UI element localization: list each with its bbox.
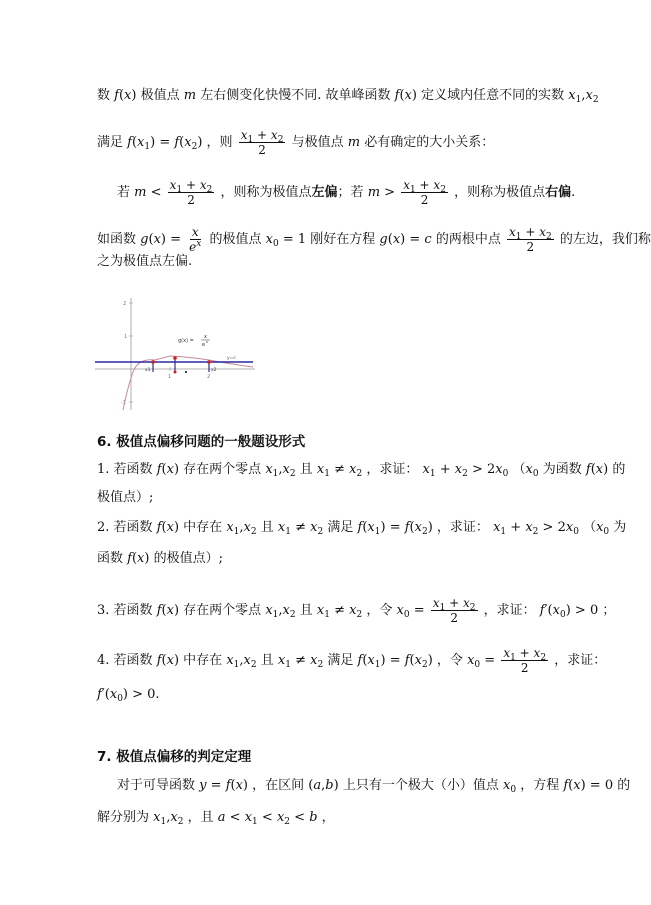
- fraction: $\frac{x_1 + x_2}{2}$: [403, 178, 446, 207]
- text: 若: [117, 185, 131, 200]
- text: 函数: [97, 551, 124, 566]
- text: .: [155, 687, 160, 702]
- curve-label-den: e: [202, 342, 206, 348]
- s7-line2: 解分别为 $x_1,x_2$ ，且 $a < x_1 < x_2 < b$ ，: [97, 810, 335, 827]
- item-number: 1.: [97, 462, 110, 477]
- text: ；: [602, 603, 616, 618]
- text: 满足: [97, 135, 124, 150]
- s6-item2-line1: 2. 若函数 f(x) 中存在 $x_1,x_2$ 且 $x_1 \ne x_2$ 满足 $f(x_1) = f(x_2)$ ，求证： $x_1 + x_2 > 2x_0$ （$x_0$ 为: [97, 520, 627, 537]
- text: 解分别为: [97, 810, 150, 825]
- point-midpoint: [185, 371, 187, 373]
- text: ，在区间: [252, 778, 305, 793]
- text: 必有确定的大小关系：: [364, 135, 495, 150]
- para3-line2: 之为极值点左偏.: [97, 254, 193, 269]
- text: 数: [97, 88, 111, 103]
- s6-item1-line1: 1. 若函数 f(x) 存在两个零点 $x_1,x_2$ 且 $x_1 \ne x_2$ ，求证： $x_1 + x_2 > 2x_0$ （$x_0$ 为函数 f(x) 的: [97, 462, 626, 479]
- text: ，求证：: [366, 462, 419, 477]
- fraction: $\frac{x_1 + x_2}{2}$: [432, 596, 476, 625]
- text: 的两根中点: [435, 232, 501, 247]
- text: 中存在: [183, 520, 223, 535]
- x-tick-label: 1: [168, 374, 172, 380]
- text: ，则称为极值点: [220, 185, 312, 200]
- text: 若函数: [113, 520, 153, 535]
- para1-line2: 满足 $f(x_1) = f(x_2)$ ，则 $\frac{x_1 + x_2}{2}$ 与极值点 m 必有确定的大小关系：: [97, 128, 495, 157]
- text: 满足: [327, 653, 354, 668]
- s6-item3: 3. 若函数 f(x) 存在两个零点 $x_1,x_2$ 且 $x_1 \ne x_2$ ，令 $x_0$ = $\frac{x_1 + x_2}{2}$ ，求证： $f'(x_0) > 0$ ；: [97, 596, 616, 625]
- point-max: [173, 356, 177, 360]
- text: 的: [612, 462, 626, 477]
- left-bias-term: 左偏: [311, 185, 338, 200]
- curve-label: [178, 334, 210, 348]
- text: 且: [299, 462, 313, 477]
- text: 上只有一个极大（小）值点: [342, 778, 499, 793]
- text: 的极值点: [209, 232, 262, 247]
- text: ，: [321, 810, 335, 825]
- text: 满足: [327, 520, 354, 535]
- curve-label-sup: x: [206, 340, 209, 344]
- function-graph: [95, 296, 255, 414]
- text: ，求证：: [436, 520, 489, 535]
- text: 如函数: [97, 232, 137, 247]
- para2-line: 若 m < $\frac{x_1 + x_2}{2}$ ，则称为极值点左偏；若 m > $\frac{x_1 + x_2}{2}$ ，则称为极值点右偏.: [117, 178, 576, 207]
- point-label: x2: [211, 368, 217, 373]
- line-label: y=c: [227, 356, 236, 361]
- text: 极值点: [140, 88, 180, 103]
- text: 与极值点: [291, 135, 344, 150]
- section6-title: 6. 极值点偏移问题的一般题设形式: [97, 434, 306, 450]
- text: ，令: [436, 653, 463, 668]
- text: 且: [260, 653, 274, 668]
- axes: [95, 298, 255, 410]
- text: ；若: [337, 185, 364, 200]
- s6-item4-line1: 4. 若函数 f(x) 中存在 $x_1,x_2$ 且 $x_1 \ne x_2$ 满足 $f(x_1) = f(x_2)$ ，令 $x_0$ = $\frac{x_1 + x_2}{2}$ ，求证：: [97, 646, 607, 675]
- curve-g: [123, 356, 253, 410]
- fraction: $\frac{x}{e^x}$: [189, 225, 202, 254]
- point-x0-axis: [174, 371, 177, 374]
- y-tick-label: -1: [121, 400, 126, 406]
- text: 对于可导函数: [117, 778, 196, 793]
- item-number: 3.: [97, 603, 110, 618]
- y-tick-label: 2: [123, 301, 127, 307]
- text: ，则称为极值点: [454, 185, 546, 200]
- text: 存在两个零点: [183, 462, 262, 477]
- text: 左右侧变化快慢不同. 故单峰函数: [200, 88, 391, 103]
- text: 为: [613, 520, 627, 535]
- text: 定义域内任意不同的实数: [421, 88, 565, 103]
- point-x2: [207, 360, 211, 364]
- item-number: 4.: [97, 653, 110, 668]
- x-tick-label: 2: [207, 374, 211, 380]
- text: ，求证：: [554, 653, 607, 668]
- text: 若函数: [113, 653, 153, 668]
- text: 存在两个零点: [183, 603, 262, 618]
- text: 的左边，我们称: [559, 232, 651, 247]
- text: 若函数: [113, 603, 153, 618]
- text: ，方程: [520, 778, 560, 793]
- text: 且: [260, 520, 274, 535]
- right-bias-term: 右偏: [545, 185, 572, 200]
- s6-item2-line2: 函数 f(x) 的极值点）;: [97, 551, 223, 566]
- fraction: $\frac{x_1 + x_2}{2}$: [503, 646, 547, 675]
- para3-line1: 如函数 g(x) = $\frac{x}{e^x}$ 的极值点 $x_0 = 1$ 刚好在方程 g(x) = c 的两根中点 $\frac{x_1 + x_2}{2}$ 的左边，我们称: [97, 225, 651, 254]
- s6-item4-line2: $f'(x_0) > 0$.: [97, 687, 160, 704]
- s6-item1-line2: 极值点）;: [97, 490, 154, 505]
- text: （: [583, 520, 597, 535]
- fraction: $\frac{x_1 + x_2}{2}$: [508, 225, 552, 254]
- curve-label-text: g(x) =: [178, 338, 194, 344]
- text: 的: [617, 778, 631, 793]
- curve-label-num: x: [204, 334, 207, 340]
- text: ，则: [206, 135, 233, 150]
- text: 为函数: [542, 462, 582, 477]
- text: ，令: [366, 603, 393, 618]
- fraction: $\frac{x_1 + x_2}{2}$: [240, 128, 284, 157]
- text: ，且: [187, 810, 214, 825]
- text: 且: [299, 603, 313, 618]
- text: （: [512, 462, 526, 477]
- y-tick-label: 1: [124, 334, 128, 340]
- section7-title: 7. 极值点偏移的判定定理: [97, 749, 252, 765]
- para1-line1: 数 f(x) 极值点 m 左右侧变化快慢不同. 故单峰函数 f(x) 定义域内任意不同的实数 $x_1,x_2$: [97, 88, 599, 105]
- text: 中存在: [183, 653, 223, 668]
- text: 的极值点）;: [153, 551, 223, 566]
- item-number: 2.: [97, 520, 110, 535]
- s7-line1: 对于可导函数 y = f(x) ，在区间 (a,b) 上只有一个极大（小）值点 $x_0$ ，方程 f(x) = 0 的: [117, 778, 631, 795]
- text: .: [571, 185, 576, 200]
- point-x1: [151, 360, 155, 364]
- fraction: $\frac{x_1 + x_2}{2}$: [169, 178, 213, 207]
- text: ，求证：: [483, 603, 536, 618]
- text: 若函数: [113, 462, 153, 477]
- text: 刚好在方程: [310, 232, 376, 247]
- point-label: x1: [145, 368, 151, 373]
